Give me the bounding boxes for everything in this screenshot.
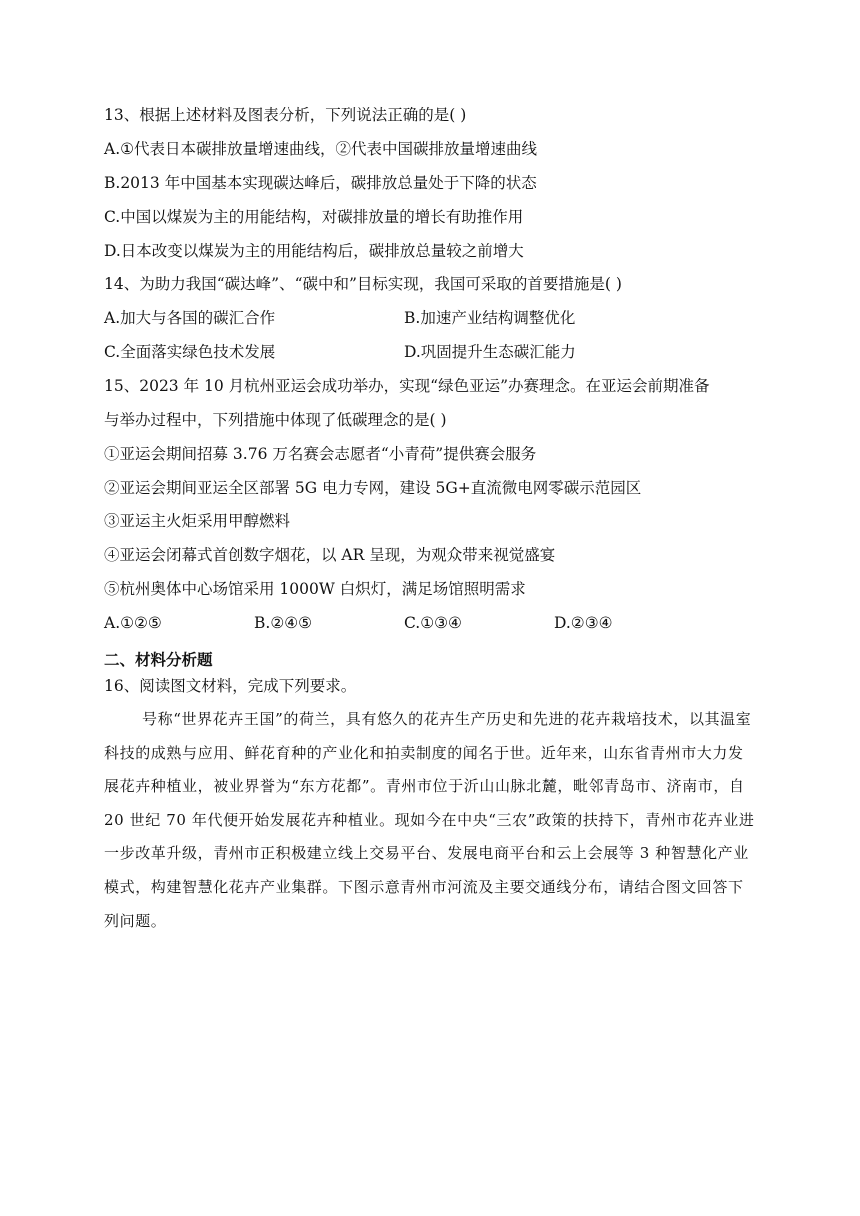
question-14-option-b: B.加速产业结构调整优化 — [404, 309, 576, 327]
question-14-option-c: C.全面落实绿色技术发展 — [104, 343, 276, 361]
question-13-option-c: C.中国以煤炭为主的用能结构，对碳排放量的增长有助推作用 — [104, 208, 524, 226]
question-15-stem-line-1: 15、2023 年 10 月杭州亚运会成功举办，实现“绿色亚运”办赛理念。在亚运会前期准备 — [104, 377, 710, 395]
section-heading: 二、材料分析题 — [104, 651, 213, 669]
question-16-paragraph: 号称“世界花卉王国”的荷兰，具有悠久的花卉生产历史和先进的花卉栽培技术，以其温室科技的成熟与应用、鲜花育种的产业化和拍卖制度的闻名于世。近年来，山东省青州市大力发展花卉种植业，被业界誉为“东方花都”。青州市位于沂山山脉北麓，毗邻青岛市、济南市，自 20 世纪 70 年代便开始发展花卉种植业。现如今在中央“三农”政策的扶持下，青州市花卉业进一步改革升级，青州市正积极建立线上交易平台、发展电商平台和云上会展等 3 种智慧化产业模式，构建智慧化花卉产业集群。下图示意青州市河流及主要交通线分布，请结合图文回答下列问题。 — [104, 710, 755, 930]
question-15-item-3: ③亚运主火炬采用甲醇燃料 — [104, 512, 291, 530]
question-13-option-b: B.2013 年中国基本实现碳达峰后，碳排放总量处于下降的状态 — [104, 174, 537, 192]
question-15-option-b: B.②④⑤ — [254, 614, 313, 632]
question-13-option-d: D.日本改变以煤炭为主的用能结构后，碳排放总量较之前增大 — [104, 242, 524, 260]
question-14-option-a: A.加大与各国的碳汇合作 — [104, 309, 276, 327]
question-15-item-2: ②亚运会期间亚运全区部署 5G 电力专网，建设 5G+直流微电网零碳示范园区 — [104, 479, 642, 497]
question-16-material — [104, 703, 756, 938]
question-14-stem: 14、为助力我国“碳达峰”、“碳中和”目标实现，我国可采取的首要措施是( ) — [104, 275, 622, 293]
question-15-option-c: C.①③④ — [404, 614, 462, 632]
question-15-option-d: D.②③④ — [554, 614, 613, 632]
question-15-stem-line-2: 与举办过程中，下列措施中体现了低碳理念的是( ) — [104, 411, 447, 429]
question-13-stem: 13、根据上述材料及图表分析，下列说法正确的是( ) — [104, 106, 467, 124]
question-15-item-4: ④亚运会闭幕式首创数字烟花，以 AR 呈现，为观众带来视觉盛宴 — [104, 546, 556, 564]
question-15-item-5: ⑤杭州奥体中心场馆采用 1000W 白炽灯，满足场馆照明需求 — [104, 580, 526, 598]
question-14-option-d: D.巩固提升生态碳汇能力 — [404, 343, 576, 361]
question-15-item-1: ①亚运会期间招募 3.76 万名赛会志愿者“小青荷”提供赛会服务 — [104, 445, 537, 463]
question-13-option-a: A.①代表日本碳排放量增速曲线，②代表中国碳排放量增速曲线 — [104, 140, 538, 158]
question-15-option-a: A.①②⑤ — [104, 614, 162, 632]
question-16-stem: 16、阅读图文材料，完成下列要求。 — [104, 677, 357, 695]
